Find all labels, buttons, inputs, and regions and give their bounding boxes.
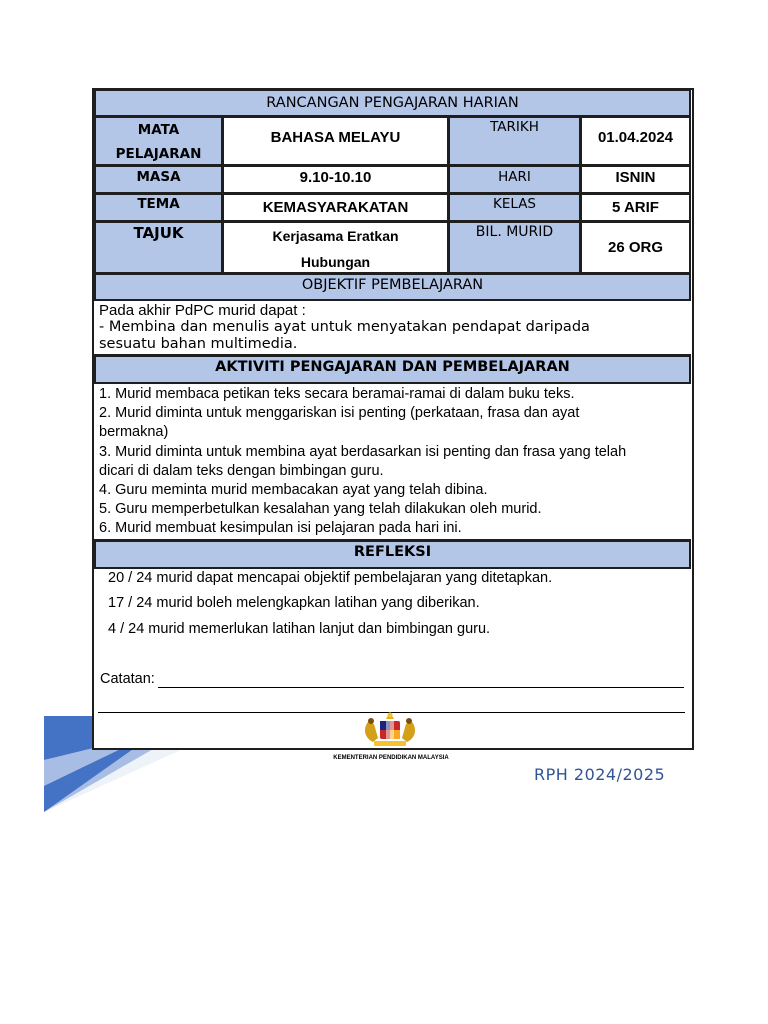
catatan-line	[158, 687, 684, 688]
objektif-intro: Pada akhir PdPC murid dapat :	[99, 302, 306, 319]
document-title: RANCANGAN PENGAJARAN HARIAN	[94, 89, 691, 117]
aktiviti-line: 2. Murid diminta untuk menggariskan isi penting (perkataan, frasa dan ayat	[99, 405, 580, 422]
bil-murid-value: 26 ORG	[580, 221, 691, 274]
objektif-section	[99, 302, 590, 353]
tajuk-value: Kerjasama Eratkan Hubungan	[222, 221, 449, 274]
tema-value: KEMASYARAKATAN	[222, 193, 449, 222]
aktiviti-heading: AKTIVITI PENGAJARAN DAN PEMBELAJARAN	[94, 355, 691, 384]
masa-label: MASA	[94, 165, 223, 194]
refleksi-line: 4 / 24 murid memerlukan latihan lanjut dan bimbingan guru.	[108, 621, 491, 637]
aktiviti-line: 6. Murid membuat kesimpulan isi pelajaran pada hari ini.	[99, 520, 462, 537]
tarikh-label: TARIKH	[448, 116, 581, 166]
refleksi-heading: REFLEKSI	[94, 540, 691, 569]
kelas-value: 5 ARIF	[580, 193, 691, 222]
tema-label: TEMA	[94, 193, 223, 222]
bil-murid-label: BIL. MURID	[448, 221, 581, 274]
hari-value: ISNIN	[580, 165, 691, 194]
objektif-line-2: sesuatu bahan multimedia.	[99, 336, 298, 352]
objektif-heading: OBJEKTIF PEMBELAJARAN	[94, 273, 691, 301]
masa-value: 9.10-10.10	[222, 165, 449, 194]
kelas-label: KELAS	[448, 193, 581, 222]
aktiviti-line: 5. Guru memperbetulkan kesalahan yang telah dilakukan oleh murid.	[99, 501, 542, 518]
catatan-label: Catatan:	[100, 671, 155, 687]
aktiviti-line: bermakna)	[99, 424, 169, 441]
malaysia-crest-logo	[360, 710, 420, 750]
aktiviti-list	[99, 385, 626, 539]
refleksi-line: 17 / 24 murid boleh melengkapkan latihan yang diberikan.	[108, 595, 480, 611]
tarikh-value: 01.04.2024	[580, 116, 691, 166]
mata-pelajaran-value: BAHASA MELAYU	[222, 116, 449, 166]
rph-year-label: RPH 2024/2025	[534, 765, 666, 784]
objektif-line-1: - Membina dan menulis ayat untuk menyatakan pendapat daripada	[99, 319, 590, 335]
aktiviti-line: 1. Murid membaca petikan teks secara beramai-ramai di dalam buku teks.	[99, 386, 575, 402]
aktiviti-line: 3. Murid diminta untuk membina ayat berdasarkan isi penting dan frasa yang telah	[99, 443, 627, 460]
hari-label: HARI	[448, 165, 581, 194]
ministry-caption: KEMENTERIAN PENDIDIKAN MALAYSIA	[333, 755, 449, 761]
tajuk-label: TAJUK	[94, 221, 223, 274]
refleksi-line: 20 / 24 murid dapat mencapai objektif pembelajaran yang ditetapkan.	[108, 570, 553, 586]
aktiviti-line: dicari di dalam teks dengan bimbingan guru.	[99, 462, 384, 479]
mata-pelajaran-label: MATA PELAJARAN	[94, 116, 223, 166]
aktiviti-line: 4. Guru meminta murid membacakan ayat yang telah dibina.	[99, 482, 488, 499]
